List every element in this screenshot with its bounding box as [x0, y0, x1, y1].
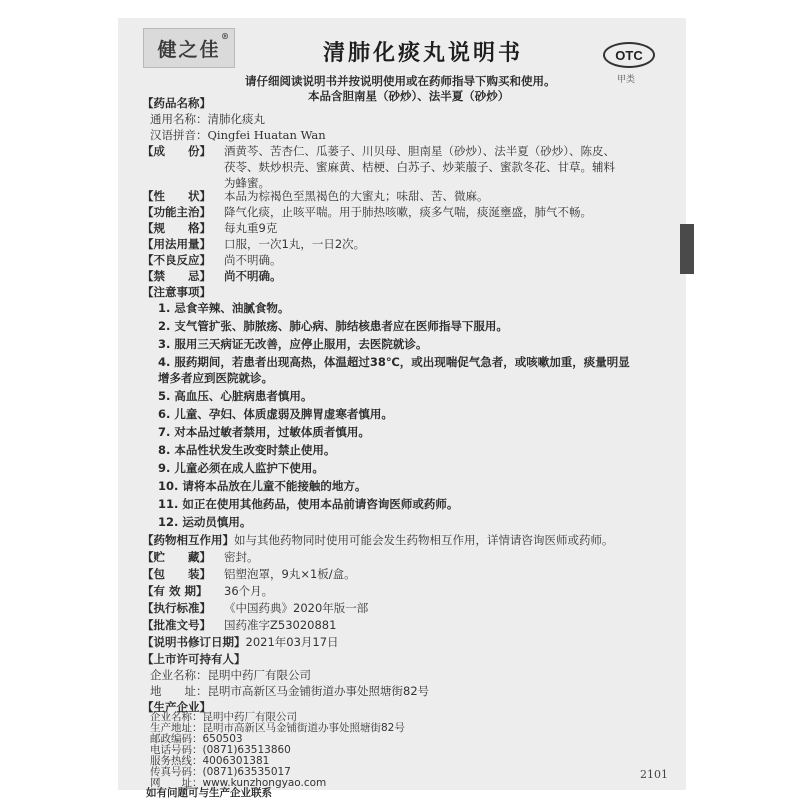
- section-label: 【性 状】: [142, 189, 211, 203]
- standard-value: 《中国药典》2020年版一部: [224, 601, 369, 615]
- revision-value: 2021年03月17日: [245, 635, 339, 649]
- section-label: 【用法用量】: [142, 237, 211, 251]
- precaution-item: 5. 高血压、心脏病患者慎用。: [158, 389, 313, 403]
- section-label: 【批准文号】: [142, 618, 211, 632]
- precaution-item: 4. 服药期间，若患者出现高热，体温超过38℃，或出现喘促气急者，或咳嗽加重，痰量明显: [158, 355, 630, 369]
- edge-tab-marker: [680, 224, 694, 274]
- section-label: 【上市许可持有人】: [142, 652, 246, 666]
- validity-value: 36个月。: [224, 584, 274, 598]
- ingredients-row: [142, 143, 615, 159]
- precaution-item: 7. 对本品过敏者禁用，过敏体质者慎用。: [158, 425, 370, 439]
- mfr-fax: (0871)63535017: [202, 766, 291, 778]
- otc-class: 甲类: [617, 75, 636, 85]
- indications-row: [142, 204, 592, 220]
- pinyin-name: Qingfei Huatan Wan: [207, 128, 326, 142]
- section-label: 【功能主治】: [142, 205, 211, 219]
- specification-row: [142, 220, 277, 236]
- otc-badge: [603, 42, 655, 68]
- section-label: 【药品名称】: [142, 96, 211, 110]
- interactions-value: 如与其他药物同时使用可能会发生药物相互作用，详情请咨询医师或药师。: [234, 533, 614, 547]
- generic-name: 清肺化痰丸: [207, 112, 265, 126]
- specification-value: 每丸重9克: [224, 221, 278, 235]
- field-label: 汉语拼音：: [150, 128, 208, 142]
- revision-row: [142, 634, 339, 650]
- section-label: 【不良反应】: [142, 253, 211, 267]
- precautions-heading: [142, 284, 211, 300]
- approval-value: 国药准字Z53020881: [224, 618, 337, 632]
- mfr-phone: (0871)63513860: [202, 744, 291, 756]
- contraindications-row: [142, 268, 282, 284]
- mah-company-row: [150, 667, 311, 683]
- section-label: 【贮 藏】: [142, 550, 211, 564]
- properties-row: [142, 188, 489, 204]
- field-label: 传真号码：: [150, 766, 203, 778]
- field-label: 网 址：: [150, 777, 203, 789]
- precaution-item: 8. 本品性状发生改变时禁止使用。: [158, 443, 336, 457]
- ingredients-line: 茯苓、麸炒枳壳、蜜麻黄、桔梗、白苏子、炒莱菔子、蜜款冬花、甘草。辅料: [224, 160, 615, 174]
- field-label: 通用名称：: [150, 112, 208, 126]
- precaution-item: 3. 服用三天病证无改善，应停止服用，去医院就诊。: [158, 337, 428, 351]
- section-label: 【注意事项】: [142, 285, 211, 299]
- interactions-row: [142, 532, 614, 548]
- precaution-item: 2. 支气管扩张、肺脓疡、肺心病、肺结核患者应在医师指导下服用。: [158, 319, 508, 333]
- field-label: 企业名称：: [150, 668, 208, 682]
- otc-label: OTC: [615, 47, 643, 63]
- document-title: 清肺化痰丸说明书: [322, 40, 523, 66]
- mfr-company: 昆明中药厂有限公司: [202, 711, 297, 723]
- precaution-item: 6. 儿童、孕妇、体质虚弱及脾胃虚寒者慎用。: [158, 407, 393, 421]
- field-label: 邮政编码：: [150, 733, 203, 745]
- properties-value: 本品为棕褐色至黑褐色的大蜜丸；味甜、苦、微麻。: [224, 189, 489, 203]
- mfr-postcode: 650503: [202, 733, 243, 745]
- precaution-item: 9. 儿童必须在成人监护下使用。: [158, 461, 324, 475]
- indications-value: 降气化痰，止咳平喘。用于肺热咳嗽，痰多气喘，痰涎壅盛，肺气不畅。: [224, 205, 592, 219]
- precaution-item: 12. 运动员慎用。: [158, 515, 252, 529]
- adverse-row: [142, 252, 282, 268]
- brand-logo: [143, 28, 235, 68]
- mfr-website: www.kunzhongyao.com: [202, 777, 327, 789]
- package-value: 铝塑泡罩，9丸×1板/盒。: [224, 567, 356, 581]
- storage-row: [142, 549, 259, 565]
- section-label: 【说明书修订日期】: [142, 635, 246, 649]
- usage-warning: 请仔细阅读说明书并按说明使用或在药师指导下购买和使用。: [245, 74, 556, 88]
- section-label: 【禁 忌】: [142, 269, 211, 283]
- section-label: 【规 格】: [142, 221, 211, 235]
- field-label: 地 址：: [150, 684, 208, 698]
- mah-address-row: [150, 683, 429, 699]
- drug-name-heading: [142, 95, 211, 111]
- page-number: 2101: [640, 768, 668, 781]
- dosage-value: 口服，一次1丸，一日2次。: [224, 237, 366, 251]
- contraindications-value: 尚不明确。: [224, 269, 282, 283]
- section-label: 【药物相互作用】: [142, 533, 234, 547]
- package-row: [142, 566, 356, 582]
- ingredients-line: 为蜂蜜。: [224, 176, 270, 190]
- logo-text: 健之佳: [157, 38, 221, 61]
- field-label: 企业名称：: [150, 711, 203, 723]
- validity-row: [142, 583, 273, 599]
- ingredients-line: 酒黄芩、苦杏仁、瓜蒌子、川贝母、胆南星（砂炒）、法半夏（砂炒）、陈皮、: [224, 144, 615, 158]
- section-label: 【包 装】: [142, 567, 211, 581]
- mah-address: 昆明市高新区马金铺街道办事处照塘街82号: [207, 684, 430, 698]
- mfr-address: 昆明市高新区马金铺街道办事处照塘街82号: [202, 722, 405, 734]
- mah-company: 昆明中药厂有限公司: [207, 668, 311, 682]
- standard-row: [142, 600, 368, 616]
- section-label: 【成 份】: [142, 144, 211, 158]
- precaution-item: 1. 忌食辛辣、油腻食物。: [158, 301, 290, 315]
- section-label: 【执行标准】: [142, 601, 211, 615]
- section-label: 【生产企业】: [142, 700, 211, 714]
- adverse-value: 尚不明确。: [224, 253, 282, 267]
- footer-note: 如有问题可与生产企业联系: [146, 787, 272, 799]
- pinyin-row: [150, 127, 326, 143]
- field-label: 生产地址：: [150, 722, 203, 734]
- registered-mark: ®: [221, 31, 231, 41]
- field-label: 电话号码：: [150, 744, 203, 756]
- approval-row: [142, 617, 336, 633]
- precaution-item: 增多者应到医院就诊。: [158, 371, 273, 385]
- precaution-item: 10. 请将本品放在儿童不能接触的地方。: [158, 479, 367, 493]
- mah-heading: [142, 651, 246, 667]
- dosage-row: [142, 236, 365, 252]
- storage-value: 密封。: [224, 550, 259, 564]
- ingredient-warning: 本品含胆南星（砂炒）、法半夏（砂炒）: [308, 89, 510, 103]
- mfr-hotline: 4006301381: [202, 755, 270, 767]
- precaution-item: 11. 如正在使用其他药品，使用本品前请咨询医师或药师。: [158, 497, 459, 511]
- generic-name-row: [150, 111, 265, 127]
- field-label: 服务热线：: [150, 755, 203, 767]
- section-label: 【有 效 期】: [142, 584, 208, 598]
